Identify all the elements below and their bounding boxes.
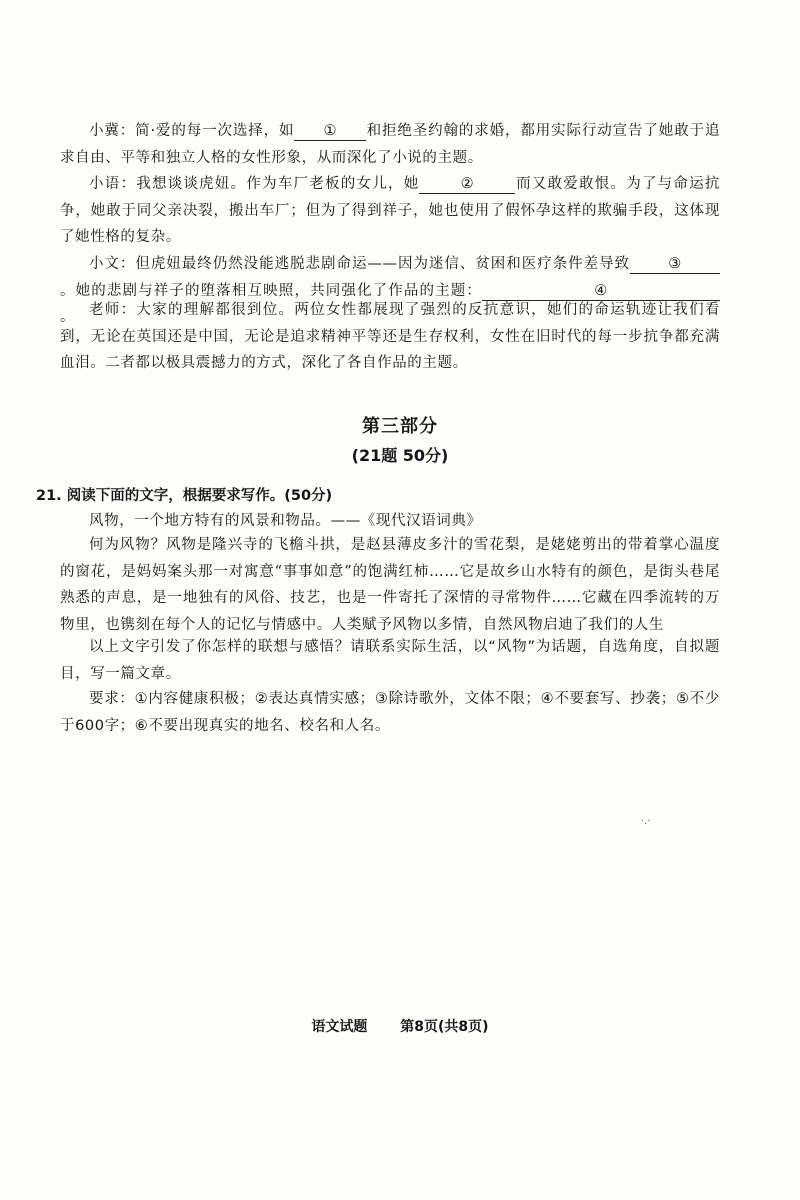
question-heading: 21. 阅读下面的文字，根据要求写作。(50分)	[36, 488, 333, 504]
answer-blank-1	[294, 122, 366, 141]
xiaoyu-paragraph	[60, 171, 720, 251]
page-footer	[0, 1016, 800, 1036]
xiaoji-text-post: 和拒绝圣约翰的求婚，都用实际行动宣告了她敢于追求自由、平等和独立人格的女性形象，从而深化了小说的主题。	[60, 123, 720, 166]
blank-2-marker: ②	[460, 176, 475, 192]
xiaowen-text-pre: 小文：但虎妞最终仍然没能逃脱悲剧命运——因为迷信、贫困和医疗条件差导致	[89, 256, 630, 272]
passage-paragraph: 何为风物？风物是隆兴寺的飞檐斗拱，是赵县薄皮多汁的雪花梨，是姥姥剪出的带着掌心温度的窗花，是妈妈案头那一对寓意“事事如意”的饱满红柿……它是故乡山水特有的颜色，是街头巷尾熟悉的声息，是一地独有的风俗、技艺，也是一件寄托了深情的寻常物件……它藏在四季流转的万物里，也镌刻在每个人的记忆与情感中。人类赋予风物以多情，自然风物启迪了我们的人生	[60, 537, 720, 633]
xiaoyu-text-post: 而又敢爱敢恨。为了与命运抗争，她敢于同父亲决裂，搬出车厂；但为了得到祥子，她也使用了假怀孕这样的欺骗手段，这体现了她性格的复杂。	[60, 176, 720, 245]
definition-line: 风物，一个地方特有的风景和物品。——《现代汉语词典》	[89, 513, 482, 529]
xiaoji-text-pre: 小冀：简·爱的每一次选择，如	[89, 123, 295, 139]
scan-speck: ·.·	[641, 816, 651, 827]
answer-blank-3	[630, 255, 720, 274]
footer-subject: 语文试题	[311, 1019, 368, 1035]
section-title: 第三部分	[362, 416, 438, 437]
answer-blank-2	[419, 175, 515, 194]
section-subtitle: (21题 50分)	[351, 446, 449, 465]
blank-4-marker: ④	[594, 282, 608, 299]
xiaowen-text-mid: 。她的悲剧与祥子的堕落相互映照，共同强化了作品的主题：	[60, 282, 482, 299]
blank-3-marker: ③	[668, 256, 682, 272]
requirements-paragraph: 要求：①内容健康积极；②表达真情实感；③除诗歌外，文体不限；④不要套写、抄袭；⑤不少于600字；⑥不要出现真实的地名、校名和人名。	[60, 691, 720, 734]
xiaoji-paragraph	[60, 118, 720, 171]
blank-1-marker: ①	[323, 123, 338, 139]
prompt-paragraph: 以上文字引发了你怎样的联想与感悟？请联系实际生活，以“风物”为话题，自选角度，自拟题目，写一篇文章。	[60, 639, 720, 682]
teacher-paragraph: 老师：大家的理解都很到位。两位女性都展现了强烈的反抗意识，她们的命运轨迹让我们看到，无论在英国还是中国，无论是追求精神平等还是生存权利，女性在旧时代的每一步抗争都充满血泪。二者都以极具震撼力的方式，深化了各自作品的主题。	[60, 302, 720, 371]
footer-page-number: 第8页(共8页)	[400, 1019, 489, 1035]
xiaoyu-text-pre: 小语：我想谈谈虎妞。作为车厂老板的女儿，她	[89, 176, 420, 192]
xiaowen-text-post: 。	[60, 309, 76, 325]
